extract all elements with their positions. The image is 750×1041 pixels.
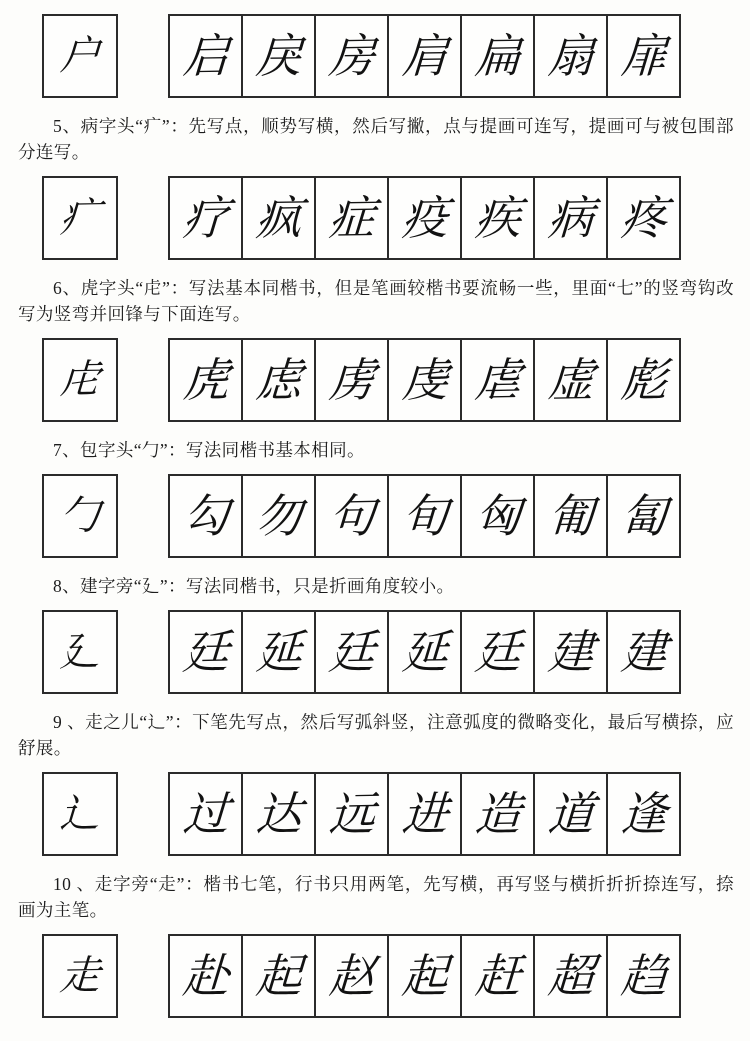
char-cell xyxy=(387,178,460,258)
char-glyph: 进 xyxy=(400,786,449,842)
row-gap xyxy=(118,338,168,422)
char-cell xyxy=(170,936,241,1016)
char-cell xyxy=(460,774,533,854)
example-cells xyxy=(168,610,681,694)
char-glyph: 建 xyxy=(619,624,668,680)
char-cell xyxy=(387,16,460,96)
char-cell xyxy=(533,340,606,420)
char-glyph: 超 xyxy=(546,948,595,1004)
char-glyph: 匈 xyxy=(473,488,522,544)
char-cell xyxy=(533,178,606,258)
char-glyph: 虏 xyxy=(327,352,376,408)
char-glyph: 建 xyxy=(546,624,595,680)
char-glyph: 扇 xyxy=(546,28,595,84)
char-glyph: 疼 xyxy=(619,190,668,246)
radical-box xyxy=(42,934,118,1018)
char-cell xyxy=(460,936,533,1016)
char-cell xyxy=(170,774,241,854)
char-cell xyxy=(460,16,533,96)
char-glyph: 病 xyxy=(546,190,595,246)
row-gap xyxy=(118,934,168,1018)
char-cell xyxy=(241,340,314,420)
char-glyph: 延 xyxy=(254,624,303,680)
radical-glyph: 疒 xyxy=(58,194,102,242)
char-cell xyxy=(170,612,241,692)
radical-box xyxy=(42,176,118,260)
char-cell xyxy=(460,476,533,556)
char-glyph: 匐 xyxy=(619,488,668,544)
char-glyph: 虎 xyxy=(181,352,230,408)
example-cells xyxy=(168,176,681,260)
character-row-zou-zhi xyxy=(42,772,750,856)
radical-box xyxy=(42,474,118,558)
char-glyph: 匍 xyxy=(546,488,595,544)
char-cell xyxy=(241,612,314,692)
char-cell xyxy=(314,178,387,258)
char-glyph: 起 xyxy=(254,948,303,1004)
section-heading-10: 10 、走字旁“走”：楷书七笔，行书只用两笔，先写横，再写竖与横折折折捺连写，捺画为主笔。 xyxy=(18,874,734,920)
char-glyph: 房 xyxy=(327,28,376,84)
char-cell xyxy=(387,774,460,854)
section-heading-9: 9 、走之儿“辶”：下笔先写点，然后写弧斜竖，注意弧度的微略变化，最后写横捺，应舒展。 xyxy=(18,712,734,758)
char-glyph: 虐 xyxy=(473,352,522,408)
char-glyph: 勾 xyxy=(181,488,230,544)
radical-glyph: 勹 xyxy=(58,492,102,540)
char-cell xyxy=(241,16,314,96)
section-heading-6: 6、虎字头“虍”：写法基本同楷书，但是笔画较楷书要流畅一些，里面“七”的竖弯钩改写为竖弯并回锋与下面连写。 xyxy=(18,278,734,324)
char-glyph: 远 xyxy=(327,786,376,842)
char-cell xyxy=(314,340,387,420)
char-glyph: 句 xyxy=(327,488,376,544)
row-gap xyxy=(118,176,168,260)
character-row-hu-tiger xyxy=(42,338,750,422)
char-glyph: 疗 xyxy=(181,190,230,246)
radical-glyph: 走 xyxy=(58,952,102,1000)
char-glyph: 达 xyxy=(254,786,303,842)
row-gap xyxy=(118,474,168,558)
section-heading-7: 7、包字头“勹”：写法同楷书基本相同。 xyxy=(53,440,365,460)
char-cell xyxy=(606,612,679,692)
radical-glyph: 廴 xyxy=(58,628,102,676)
section-heading-5: 5、病字头“疒”：先写点，顺势写横，然后写撇，点与提画可连写，提画可与被包围部分连写。 xyxy=(18,116,734,162)
example-cells xyxy=(168,772,681,856)
char-glyph: 疫 xyxy=(400,190,449,246)
char-cell xyxy=(387,476,460,556)
char-glyph: 肩 xyxy=(400,28,449,84)
char-cell xyxy=(241,476,314,556)
char-cell xyxy=(533,16,606,96)
example-cells xyxy=(168,934,681,1018)
char-cell xyxy=(387,340,460,420)
char-cell xyxy=(241,774,314,854)
char-glyph: 旬 xyxy=(400,488,449,544)
character-row-bao xyxy=(42,474,750,558)
row-gap xyxy=(118,772,168,856)
character-row-hu xyxy=(42,14,750,98)
example-cells xyxy=(168,14,681,98)
char-cell xyxy=(606,340,679,420)
radical-box xyxy=(42,338,118,422)
radical-box xyxy=(42,14,118,98)
char-cell xyxy=(387,612,460,692)
char-glyph: 勿 xyxy=(254,488,303,544)
character-row-bing xyxy=(42,176,750,260)
radical-glyph: 户 xyxy=(58,32,102,80)
char-glyph: 道 xyxy=(546,786,595,842)
char-glyph: 逢 xyxy=(619,786,668,842)
char-cell xyxy=(387,936,460,1016)
char-cell xyxy=(241,936,314,1016)
row-gap xyxy=(118,610,168,694)
char-cell xyxy=(533,936,606,1016)
char-cell xyxy=(460,340,533,420)
char-glyph: 症 xyxy=(327,190,376,246)
example-cells xyxy=(168,338,681,422)
char-cell xyxy=(170,340,241,420)
char-glyph: 廷 xyxy=(473,624,522,680)
char-cell xyxy=(460,612,533,692)
radical-glyph: 虍 xyxy=(58,356,102,404)
radical-box xyxy=(42,610,118,694)
char-cell xyxy=(606,16,679,96)
char-glyph: 过 xyxy=(181,786,230,842)
char-cell xyxy=(533,612,606,692)
char-glyph: 扉 xyxy=(619,28,668,84)
char-glyph: 扁 xyxy=(473,28,522,84)
section-heading-8: 8、建字旁“廴”：写法同楷书，只是折画角度较小。 xyxy=(53,576,455,596)
char-glyph: 虑 xyxy=(254,352,303,408)
char-cell xyxy=(241,178,314,258)
char-cell xyxy=(314,476,387,556)
char-glyph: 彪 xyxy=(619,352,668,408)
char-cell xyxy=(533,476,606,556)
char-cell xyxy=(533,774,606,854)
char-cell xyxy=(314,16,387,96)
char-glyph: 趋 xyxy=(619,948,668,1004)
char-cell xyxy=(606,774,679,854)
character-row-jian xyxy=(42,610,750,694)
char-glyph: 赴 xyxy=(181,948,230,1004)
char-cell xyxy=(606,178,679,258)
char-cell xyxy=(170,476,241,556)
char-glyph: 疯 xyxy=(254,190,303,246)
char-glyph: 启 xyxy=(181,28,230,84)
char-glyph: 虚 xyxy=(546,352,595,408)
char-cell xyxy=(460,178,533,258)
char-glyph: 赶 xyxy=(473,948,522,1004)
example-cells xyxy=(168,474,681,558)
char-cell xyxy=(606,936,679,1016)
char-glyph: 起 xyxy=(400,948,449,1004)
char-glyph: 廷 xyxy=(327,624,376,680)
char-glyph: 延 xyxy=(400,624,449,680)
char-cell xyxy=(314,774,387,854)
char-cell xyxy=(170,16,241,96)
char-glyph: 戾 xyxy=(254,28,303,84)
radical-box xyxy=(42,772,118,856)
char-glyph: 虔 xyxy=(400,352,449,408)
radical-glyph: 辶 xyxy=(58,790,102,838)
char-glyph: 赵 xyxy=(327,948,376,1004)
row-gap xyxy=(118,14,168,98)
char-glyph: 疾 xyxy=(473,190,522,246)
char-cell xyxy=(314,612,387,692)
char-cell xyxy=(170,178,241,258)
char-glyph: 造 xyxy=(473,786,522,842)
char-cell xyxy=(606,476,679,556)
char-glyph: 廷 xyxy=(181,624,230,680)
char-cell xyxy=(314,936,387,1016)
character-row-zou xyxy=(42,934,750,1018)
